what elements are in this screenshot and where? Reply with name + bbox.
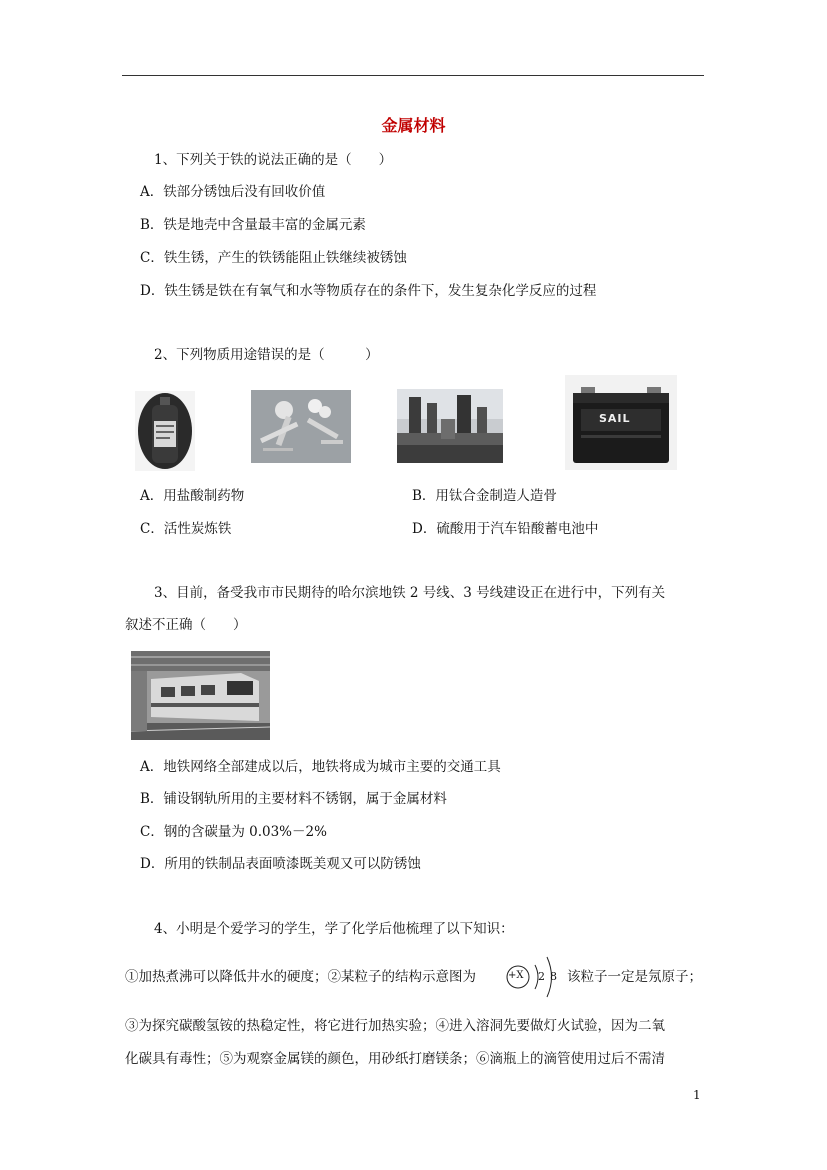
q4-line1-part-a: ①加热煮沸可以降低井水的硬度；②某粒子的结构示意图为 — [125, 969, 476, 985]
q2-option-b: B．用钛合金制造人造骨 — [412, 488, 557, 504]
q1-stem: 1、下列关于铁的说法正确的是（ ） — [154, 152, 393, 168]
battery-brand-label: SAIL — [599, 412, 631, 425]
q1-option-c: C．铁生锈，产生的铁锈能阻止铁继续被锈蚀 — [140, 250, 407, 266]
q3-option-c: C．钢的含碳量为 0.03%－2% — [140, 824, 327, 840]
atom-shell1-electrons: 2 — [538, 970, 545, 983]
q2-option-a: A．用盐酸制药物 — [140, 488, 245, 504]
q3-option-a: A．地铁网络全部建成以后，地铁将成为城市主要的交通工具 — [140, 759, 501, 775]
q3-option-d: D．所用的铁制品表面喷漆既美观又可以防锈蚀 — [140, 856, 421, 872]
q4-line2: ③为探究碳酸氢铵的热稳定性，将它进行加热实验；④进入溶洞先要做灯火试验，因为二氧 — [125, 1018, 665, 1034]
atom-nucleus-label: +X — [508, 970, 524, 981]
atom-structure-diagram — [502, 950, 566, 1002]
q4-line1-part-b: 该粒子一定是氖原子； — [567, 969, 702, 985]
q2-option-d: D．硫酸用于汽车铅酸蓄电池中 — [412, 521, 599, 537]
car-battery-image — [565, 375, 677, 470]
header-rule — [122, 75, 704, 76]
q2-option-c: C．活性炭炼铁 — [140, 521, 232, 537]
subway-train-image — [131, 651, 270, 740]
page-number: 1 — [693, 1088, 701, 1102]
document-title: 金属材料 — [381, 116, 446, 135]
q2-stem: 2、下列物质用途错误的是（ ） — [154, 347, 379, 363]
q3-stem-line1: 3、目前，备受我市市民期待的哈尔滨地铁 2 号线、3 号线建设正在进行中，下列有关 — [154, 585, 666, 601]
q1-option-d: D．铁生锈是铁在有氧气和水等物质存在的条件下，发生复杂化学反应的过程 — [140, 283, 597, 299]
q4-stem: 4、小明是个爱学习的学生，学了化学后他梳理了以下知识： — [154, 921, 514, 937]
medicine-bottle-image — [135, 391, 195, 471]
q3-stem-line2: 叙述不正确（ ） — [125, 617, 247, 633]
atom-shell2-electrons: 8 — [550, 970, 557, 983]
q4-line3: 化碳具有毒性；⑤为观察金属镁的颜色，用砂纸打磨镁条；⑥滴瓶上的滴管使用过后不需清 — [125, 1051, 665, 1067]
steel-plant-image — [397, 389, 503, 463]
q3-option-b: B．铺设钢轨所用的主要材料不锈钢，属于金属材料 — [140, 791, 447, 807]
titanium-implant-image — [251, 390, 351, 463]
q1-option-b: B．铁是地壳中含量最丰富的金属元素 — [140, 217, 366, 233]
q1-option-a: A．铁部分锈蚀后没有回收价值 — [140, 184, 326, 200]
